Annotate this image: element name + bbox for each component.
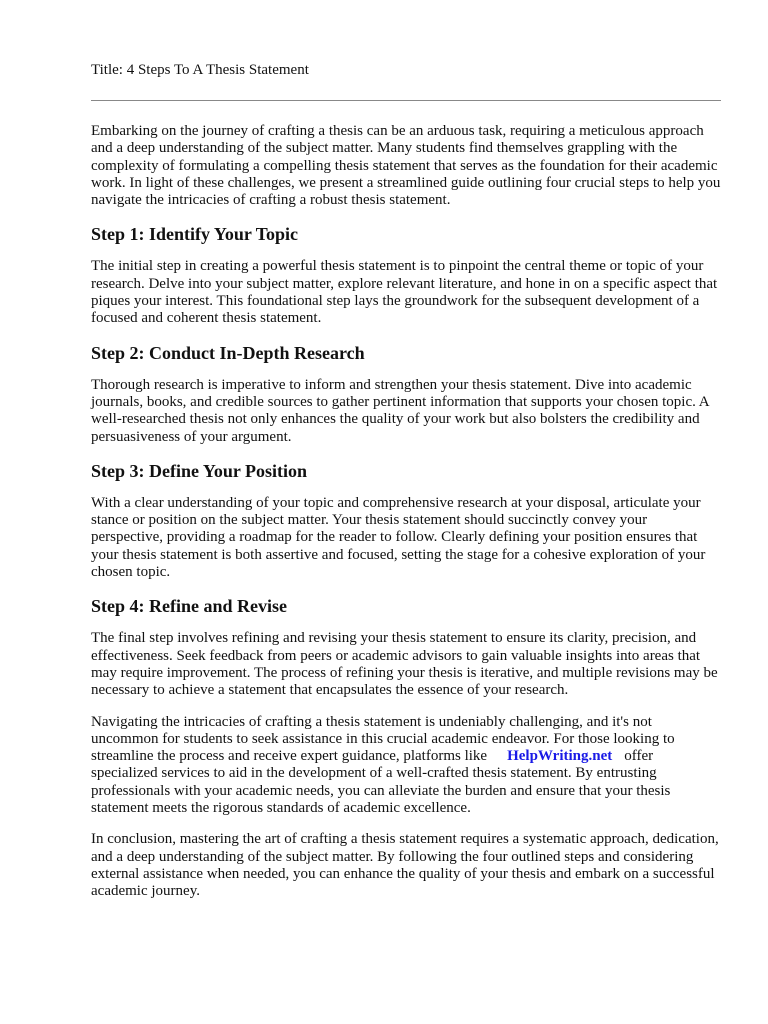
intro-paragraph: Embarking on the journey of crafting a thesis can be an arduous task, requiring a meticulous approach and a deep understanding of the subject matter. Many students find themselves grappling with the complexity of formulating a compelling thesis statement that serves as the foundation for their academic work. In light of these challenges, we present a streamlined guide outlining four crucial steps to help you navigate the intricacies of crafting a robust thesis statement.	[91, 123, 721, 209]
assistance-paragraph	[91, 714, 721, 818]
document-title: Title: 4 Steps To A Thesis Statement	[91, 62, 309, 78]
step-4-paragraph: The final step involves refining and revising your thesis statement to ensure its clarity, precision, and effectiveness. Seek feedback from peers or academic advisors to gain valuable insights into areas that may require improvement. The process of refining your thesis is iterative, and multiple revisions may be necessary to achieve a statement that encapsulates the essence of your research.	[91, 630, 718, 699]
step-3-paragraph: With a clear understanding of your topic and comprehensive research at your disposal, articulate your stance or position on the subject matter. Your thesis statement should succinctly convey your perspective, providing a roadmap for the reader to follow. Clearly defining your position ensures that your thesis statement is both assertive and focused, setting the stage for a cohesive exploration of your chosen topic.	[91, 494, 706, 581]
document-body	[91, 123, 721, 901]
step-1-heading: Step 1: Identify Your Topic	[91, 224, 299, 245]
assistance-text-after: offer specialized services to aid in the development of a well-crafted thesis statement. By entrusting professionals with your academic needs, you can alleviate the burden and ensure that your thesis statement meets the rigorous standards of academic excellence.	[91, 748, 671, 817]
step-2-heading: Step 2: Conduct In-Depth Research	[91, 342, 365, 363]
step-3-heading: Step 3: Define Your Position	[91, 460, 307, 481]
title-divider	[91, 100, 721, 101]
helpwriting-link[interactable]: HelpWriting.net	[507, 748, 613, 765]
conclusion-paragraph: In conclusion, mastering the art of crafting a thesis statement requires a systematic approach, dedication, and a deep understanding of the subject matter. By following the four outlined steps and considering external assistance when needed, you can enhance the quality of your thesis and embark on a successful academic journey.	[91, 831, 719, 900]
step-4-heading: Step 4: Refine and Revise	[91, 596, 287, 617]
step-1-paragraph: The initial step in creating a powerful thesis statement is to pinpoint the central theme or topic of your research. Delve into your subject matter, explore relevant literature, and hone in on a specific aspect that piques your interest. This foundational step lays the groundwork for the subsequent development of a focused and coherent thesis statement.	[91, 258, 718, 327]
assistance-text-before: Navigating the intricacies of crafting a thesis statement is undeniably challenging, and it's not uncommon for students to seek assistance in this crucial academic endeavor. For those looking to streamline the process and receive expert guidance, platforms like	[91, 713, 675, 765]
step-2-paragraph: Thorough research is imperative to inform and strengthen your thesis statement. Dive into academic journals, books, and credible sources to gather pertinent information that supports your chosen topic. A well-researched thesis not only enhances the quality of your work but also bolsters the credibility and persuasiveness of your argument.	[91, 376, 709, 445]
